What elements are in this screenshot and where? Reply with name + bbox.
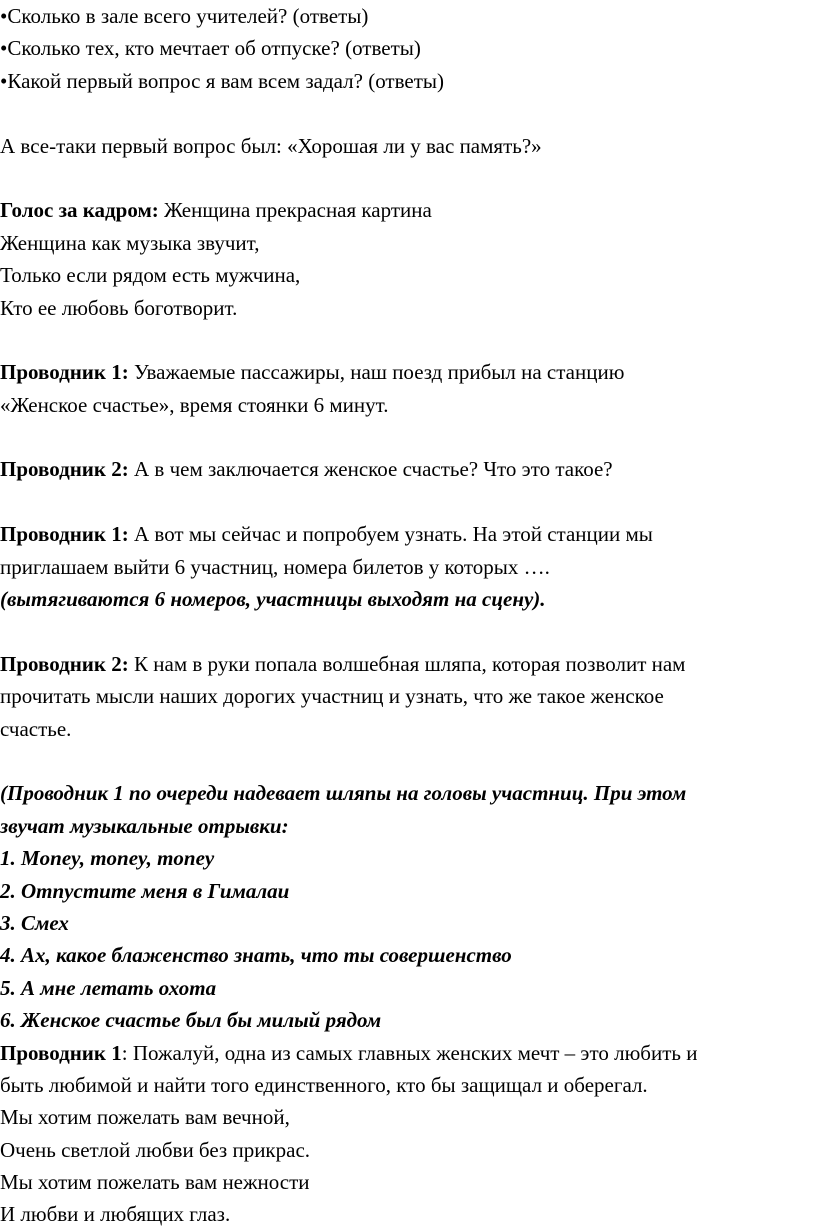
dialogue-line: приглашаем выйти 6 участниц, номера билетов у которых …. — [0, 554, 550, 579]
dialogue-text: : Пожалуй, одна из самых главных женских мечт – это любить и — [121, 1040, 698, 1065]
dialogue-text: К нам в руки попала волшебная шляпа, которая позволит нам — [128, 651, 686, 676]
speaker-label: Голос за кадром: — [0, 198, 159, 223]
question-line: •Сколько в зале всего учителей? (ответы) — [0, 4, 369, 28]
dialogue-line: «Женское счастье», время стоянки 6 минут. — [0, 392, 389, 417]
conductor2-question-line — [0, 453, 816, 485]
conductor1-invite-line1 — [0, 518, 816, 550]
poem-line: И любви и любящих глаз. — [0, 1202, 231, 1227]
dialogue-text: А вот мы сейчас и попробуем узнать. На этой станции мы — [128, 522, 653, 547]
blank-line — [0, 615, 816, 647]
conductor1-arrival-line1 — [0, 356, 816, 388]
blank-line — [0, 421, 816, 453]
song-item: 5. А мне летать охота — [0, 975, 217, 1000]
question-line: •Сколько тех, кто мечтает об отпуске? (ответы) — [0, 36, 421, 61]
stage-direction: звучат музыкальные отрывки: — [0, 813, 289, 838]
blank-line — [0, 486, 816, 518]
conductor1-wish-line1 — [0, 1037, 816, 1069]
poem-line: Очень светлой любви без прикрас. — [0, 1137, 311, 1162]
speaker-label: Проводник 2: — [0, 457, 129, 482]
conductor2-hat-line1 — [0, 648, 816, 680]
speaker-label: Проводник 1: — [0, 360, 129, 385]
dialogue-text: Уважаемые пассажиры, наш поезд прибыл на станцию — [128, 360, 625, 385]
blank-line — [0, 324, 816, 356]
poem-line: Мы хотим пожелать вам вечной, — [0, 1105, 290, 1130]
stage-direction: (вытягиваются 6 номеров, участницы выходят на сцену). — [0, 587, 546, 612]
song-item: 6. Женское счастье был бы милый рядом — [0, 1008, 382, 1033]
dialogue-line: счастье. — [0, 716, 72, 741]
first-question-reveal: А все-таки первый вопрос был: «Хорошая ли у вас память?» — [0, 133, 542, 158]
dialogue-line: быть любимой и найти того единственного, кто бы защищал и оберегал. — [0, 1072, 648, 1097]
poem-line: Мы хотим пожелать вам нежности — [0, 1170, 310, 1195]
dialogue-text: А в чем заключается женское счастье? Что это такое? — [128, 457, 613, 482]
stage-direction: (Проводник 1 по очереди надевает шляпы на головы участниц. При этом — [0, 781, 687, 806]
song-item: 4. Ах, какое блаженство знать, что ты совершенство — [0, 943, 512, 968]
poem-line: Женщина как музыка звучит, — [0, 230, 260, 255]
speaker-label: Проводник 1: — [0, 522, 129, 547]
blank-line — [0, 97, 816, 129]
dialogue-line: прочитать мысли наших дорогих участниц и узнать, что же такое женское — [0, 684, 664, 709]
song-item: 1. Money, money, money — [0, 846, 215, 871]
speaker-label: Проводник 2: — [0, 651, 129, 676]
blank-line — [0, 745, 816, 777]
poem-line: Кто ее любовь боготворит. — [0, 295, 238, 320]
voiceover-text: Женщина прекрасная картина — [158, 198, 432, 223]
voiceover-first-line — [0, 194, 816, 226]
poem-line: Только если рядом есть мужчина, — [0, 263, 301, 288]
blank-line — [0, 162, 816, 194]
song-item: 2. Отпустите меня в Гималаи — [0, 878, 290, 903]
question-line: •Какой первый вопрос я вам всем задал? (ответы) — [0, 68, 444, 93]
song-item: 3. Смех — [0, 910, 69, 935]
speaker-label: Проводник 1 — [0, 1040, 122, 1065]
